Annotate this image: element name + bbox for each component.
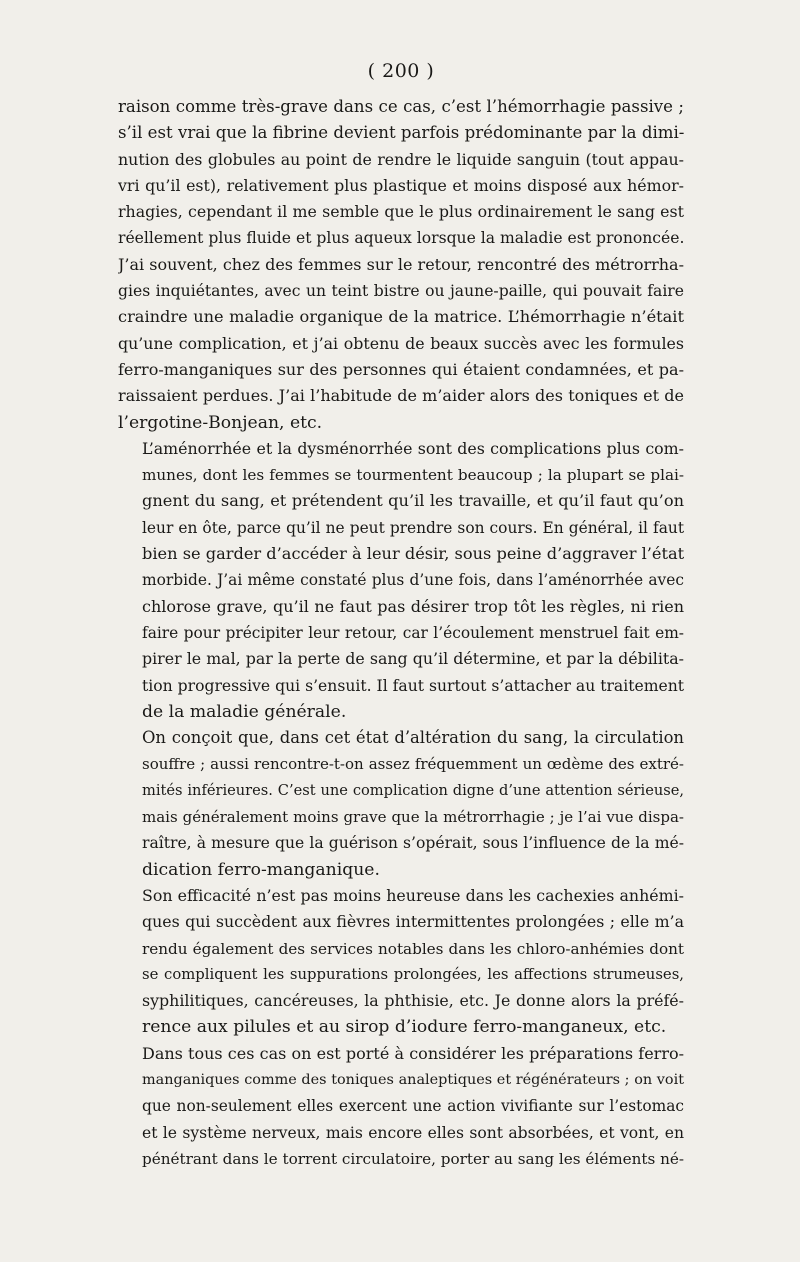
text-line: syphilitiques, cancéreuses, la phthisie, etc. Je donne alors la préfé- <box>142 991 684 1011</box>
text-line: rence aux pilules et au sirop d’iodure ferro-manganeux, etc. <box>142 1017 667 1038</box>
page-number: ( 200 ) <box>367 60 435 82</box>
text-line: de la maladie générale. <box>142 701 347 722</box>
paragraph <box>118 94 684 436</box>
paragraph <box>118 883 684 1041</box>
paragraph <box>118 436 684 725</box>
text-line: raissaient perdues. J’ai l’habitude de m’aider alors des toniques et de <box>118 386 684 406</box>
book-page <box>118 58 684 1172</box>
text-line: ferro-manganiques sur des personnes qui étaient condamnées, et pa- <box>118 359 684 379</box>
text-line: L’aménorrhée et la dysménorrhée sont des complications plus com- <box>142 438 684 458</box>
text-line: dication ferro-manganique. <box>142 859 380 880</box>
text-line: morbide. J’ai même constaté plus d’une fois, dans l’aménorrhée avec <box>142 571 684 590</box>
text-line: Dans tous ces cas on est porté à considérer les préparations ferro- <box>142 1043 684 1063</box>
text-line: réellement plus fluide et plus aqueux lorsque la maladie est prononcée. <box>118 229 684 248</box>
text-line: mais généralement moins grave que la métrorrhagie ; je l’ai vue dispa- <box>142 808 684 827</box>
text-line: qu’une complication, et j’ai obtenu de beaux succès avec les formules <box>118 333 684 353</box>
text-line: munes, dont les femmes se tourmentent beaucoup ; la plupart se plai- <box>142 466 684 485</box>
paragraph <box>118 1041 684 1172</box>
text-line: faire pour précipiter leur retour, car l’écoulement menstruel fait em- <box>142 623 684 642</box>
text-line: souffre ; aussi rencontre-t-on assez fréquemment un œdème des extré- <box>142 755 684 774</box>
text-line: chlorose grave, qu’il ne faut pas désirer trop tôt les règles, ni rien <box>142 596 684 616</box>
body-text <box>118 94 684 1172</box>
text-line: raison comme très-grave dans ce cas, c’est l’hémorrhagie passive ; <box>118 97 684 116</box>
text-line: que non-seulement elles exercent une action vivifiante sur l’estomac <box>142 1097 684 1116</box>
text-line: l’ergotine-Bonjean, etc. <box>118 412 323 433</box>
text-line: nution des globules au point de rendre le liquide sanguin (tout appau- <box>118 149 684 169</box>
text-line: On conçoit que, dans cet état d’altération du sang, la circulation <box>142 728 684 748</box>
text-line: s’il est vrai que la fibrine devient parfois prédominante par la dimi- <box>118 123 684 143</box>
text-line: mités inférieures. C’est une complication digne d’une attention sérieuse, <box>142 781 684 799</box>
text-line: ques qui succèdent aux fièvres intermittentes prolongées ; elle m’a <box>142 912 684 932</box>
text-line: tion progressive qui s’ensuit. Il faut surtout s’attacher au traitement <box>142 676 684 695</box>
text-line: Son efficacité n’est pas moins heureuse dans les cachexies anhémi- <box>142 885 684 905</box>
text-line: gnent du sang, et prétendent qu’il les travaille, et qu’il faut qu’on <box>142 491 684 511</box>
text-line: raître, à mesure que la guérison s’opérait, sous l’influence de la mé- <box>142 834 684 853</box>
text-line: et le système nerveux, mais encore elles sont absorbées, et vont, en <box>142 1123 684 1142</box>
text-line: craindre une maladie organique de la matrice. L’hémorrhagie n’était <box>118 307 684 327</box>
text-line: J’ai souvent, chez des femmes sur le retour, rencontré des métrorrha- <box>118 254 684 274</box>
text-line: pirer le mal, par la perte de sang qu’il détermine, et par la débilita- <box>142 649 684 669</box>
text-line: pénétrant dans le torrent circulatoire, porter au sang les éléments né- <box>142 1149 684 1168</box>
text-line: rendu également des services notables dans les chloro-anhémies dont <box>142 939 684 958</box>
text-line: bien se garder d’accéder à leur désir, sous peine d’aggraver l’état <box>142 544 684 564</box>
text-line: gies inquiétantes, avec un teint bistre ou jaune-paille, qui pouvait faire <box>118 282 684 301</box>
text-line: manganiques comme des toniques analeptiques et régénérateurs ; on voit <box>142 1071 684 1088</box>
text-line: vri qu’il est), relativement plus plastique et moins disposé aux hémor- <box>118 175 684 195</box>
text-line: leur en ôte, parce qu’il ne peut prendre son cours. En général, il faut <box>142 518 684 537</box>
text-line: se compliquent les suppurations prolongées, les affections strumeuses, <box>142 965 684 983</box>
text-line: rhagies, cependant il me semble que le plus ordinairement le sang est <box>118 202 684 222</box>
paragraph <box>118 725 684 883</box>
